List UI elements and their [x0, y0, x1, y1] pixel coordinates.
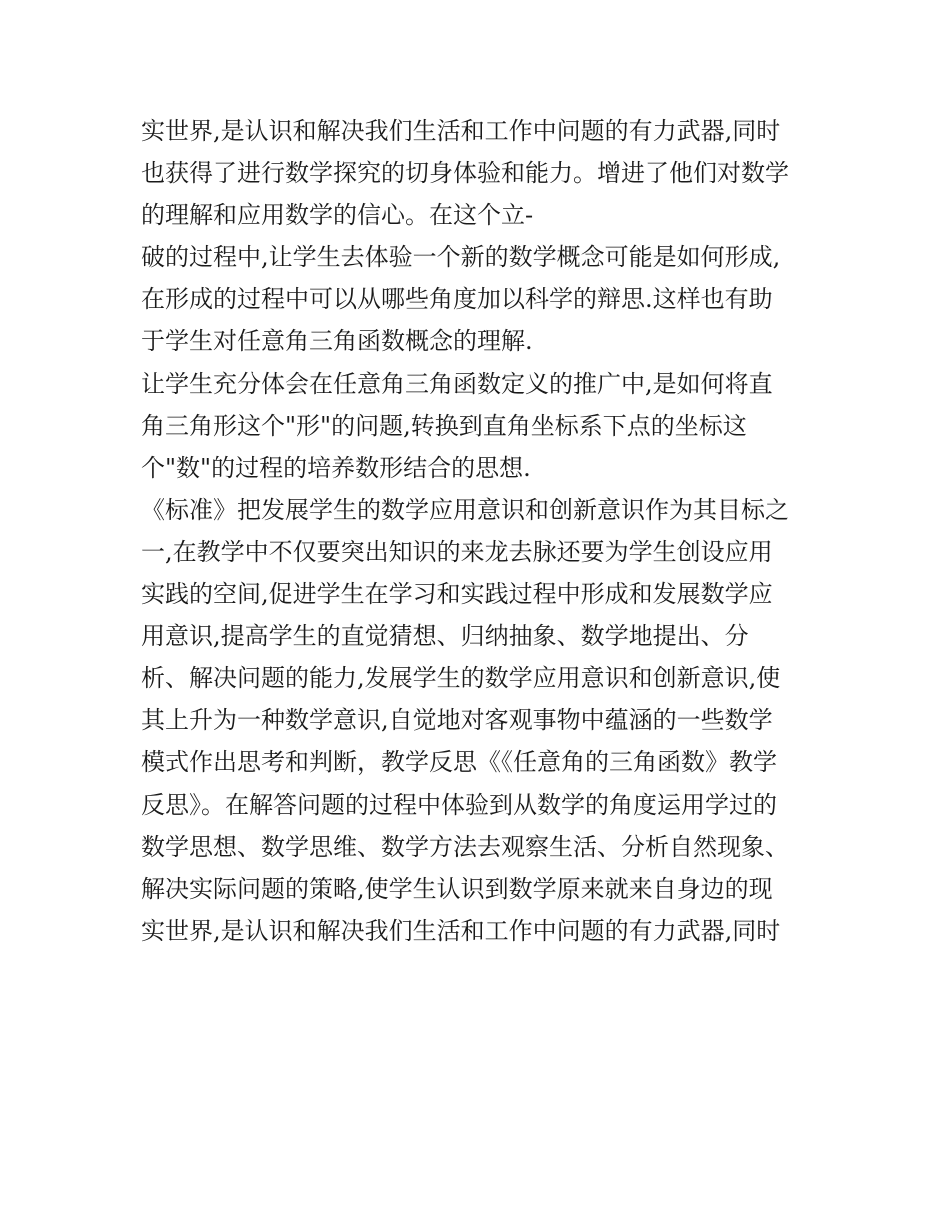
- text-line: 模式作出思考和判断，教学反思《《任意角的三角函数》教学: [141, 748, 777, 777]
- text-line: 破的过程中,让学生去体验一个新的数学概念可能是如何形成,: [141, 243, 781, 272]
- text-line: 一,在教学中不仅要突出知识的来龙去脉还要为学生创设应用: [141, 537, 773, 566]
- text-line: 实世界,是认识和解决我们生活和工作中问题的有力武器,同时: [141, 117, 781, 145]
- body-text: [141, 110, 821, 952]
- text-line: 在形成的过程中可以从哪些角度加以科学的辩思.这样也有助: [141, 285, 773, 314]
- text-line: 也获得了进行数学探究的切身体验和能力。增进了他们对数学: [141, 159, 789, 188]
- text-line: 的理解和应用数学的信心。在这个立-: [141, 201, 534, 230]
- text-line: 解决实际问题的策略,使学生认识到数学原来就来自身边的现: [141, 874, 773, 903]
- text-line: 让学生充分体会在任意角三角函数定义的推广中,是如何将直: [141, 369, 773, 398]
- text-line: 析、解决问题的能力,发展学生的数学应用意识和创新意识,使: [141, 664, 781, 693]
- text-line: 《标准》把发展学生的数学应用意识和创新意识作为其目标之: [141, 495, 789, 524]
- text-line: 个"数"的过程的培养数形结合的思想.: [141, 453, 531, 482]
- text-line: 角三角形这个"形"的问题,转换到直角坐标系下点的坐标这: [141, 411, 747, 440]
- text-line: 数学思想、数学思维、数学方法去观察生活、分析自然现象、: [141, 832, 789, 861]
- text-line: 实世界,是认识和解决我们生活和工作中问题的有力武器,同时: [141, 916, 781, 945]
- text-line: 其上升为一种数学意识,自觉地对客观事物中蕴涵的一些数学: [141, 706, 773, 735]
- text-line: 实践的空间,促进学生在学习和实践过程中形成和发展数学应: [141, 580, 773, 609]
- text-line: 于学生对任意角三角函数概念的理解.: [141, 327, 533, 356]
- text-line: 反思》。在解答问题的过程中体验到从数学的角度运用学过的: [141, 790, 777, 819]
- text-line: 用意识,提高学生的直觉猜想、归纳抽象、数学地提出、分: [141, 622, 749, 651]
